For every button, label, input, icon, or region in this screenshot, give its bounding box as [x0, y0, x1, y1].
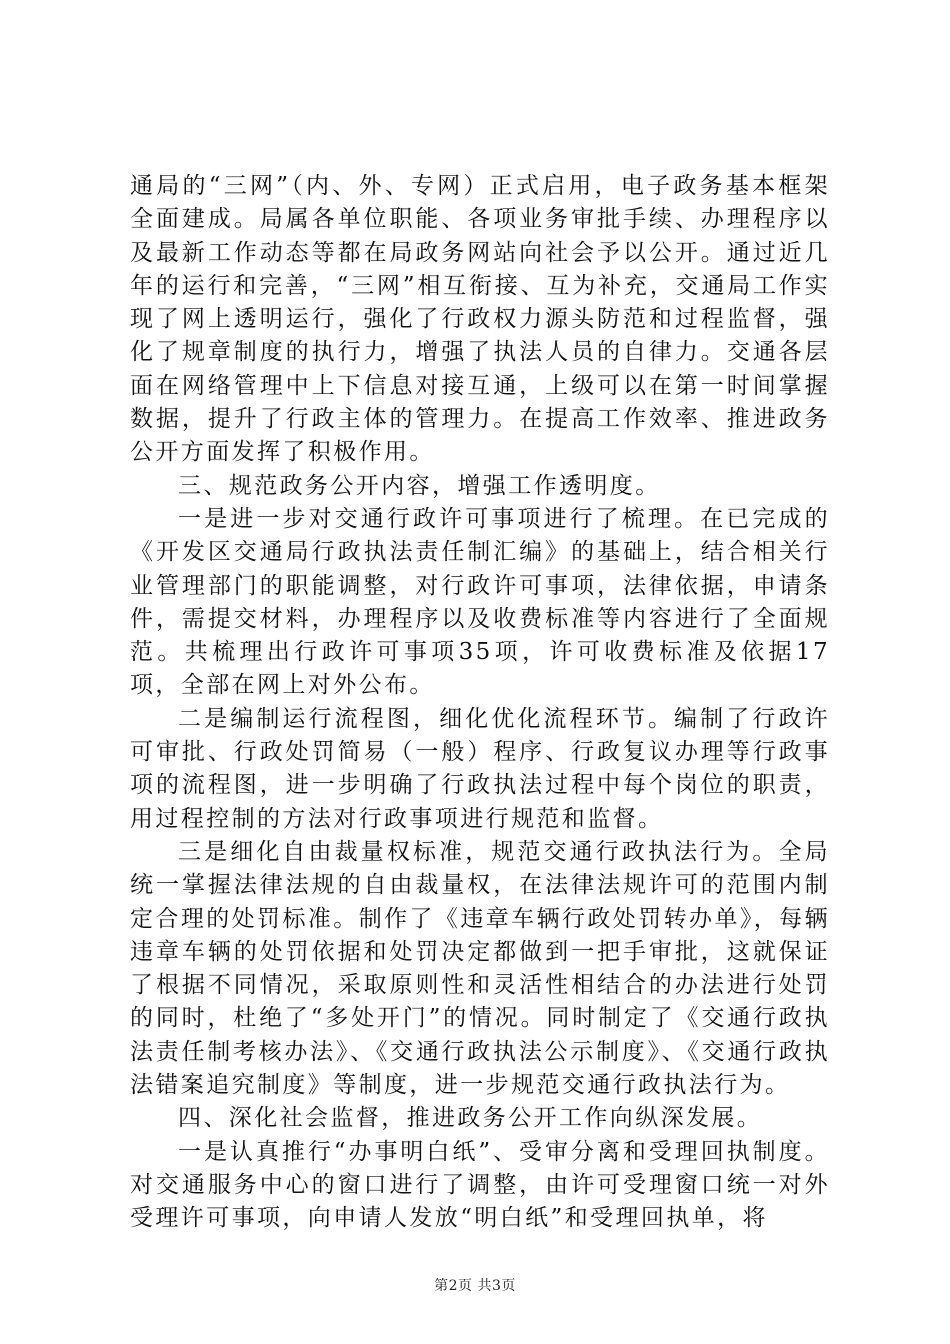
paragraph-5: 三是细化自由裁量权标准，规范交通行政执法行为。全局统一掌握法律法规的自由裁量权，在法律法规许可的范围内制定合理的处罚标准。制作了《违章车辆行政处罚转办单》，每辆违章车辆的处罚依据和处罚决定都做到一把手审批，这就保证了根据不同情况，采取原则性和灵活性相结合的办法进行处罚的同时，杜绝了“多处开门”的情况。同时制定了《交通行政执法责任制考核办法》、《交通行政执法公示制度》、《交通行政执法错案追究制度》等制度，进一步规范交通行政执法行为。 [130, 838, 830, 1099]
section-heading-4: 四、深化社会监督，推进政务公开工作向纵深发展。 [178, 1105, 763, 1132]
page-number-footer: 第2页 共3页 [434, 1278, 516, 1294]
paragraph-3: 一是进一步对交通行政许可事项进行了梳理。在已完成的《开发区交通局行政执法责任制汇编》的基础上，结合相关行业管理部门的职能调整，对行政许可事项，法律依据，申请条件，需提交材料，办理程序以及收费标准等内容进行了全面规范。共梳理出行政许可事项35项，许可收费标准及依据17项，全部在网上对外公布。 [130, 505, 830, 699]
paragraph-1: 通局的“三网”（内、外、专网）正式启用，电子政务基本框架全面建成。局属各单位职能、各项业务审批手续、办理程序以及最新工作动态等都在局政务网站向社会予以公开。通过近几年的运行和完善，“三网”相互衔接、互为补充，交通局工作实现了网上透明运行，强化了行政权力源头防范和过程监督，强化了规章制度的执行力，增强了执法人员的自律力。交通各层面在网络管理中上下信息对接互通，上级可以在第一时间掌握数据，提升了行政主体的管理力。在提高工作效率、推进政务公开方面发挥了积极作用。 [130, 173, 830, 466]
paragraph-4: 二是编制运行流程图，细化优化流程环节。编制了行政许可审批、行政处罚简易（一般）程序、行政复议办理等行政事项的流程图，进一步明确了行政执法过程中每个岗位的职责，用过程控制的方法对行政事项进行规范和监督。 [130, 705, 830, 832]
section-heading-3: 三、规范政务公开内容，增强工作透明度。 [178, 472, 661, 499]
paragraph-7: 一是认真推行“办事明白纸”、受审分离和受理回执制度。对交通服务中心的窗口进行了调整，由许可受理窗口统一对外受理许可事项，向申请人发放“明白纸”和受理回执单，将 [130, 1138, 830, 1232]
document-body [130, 170, 830, 1236]
